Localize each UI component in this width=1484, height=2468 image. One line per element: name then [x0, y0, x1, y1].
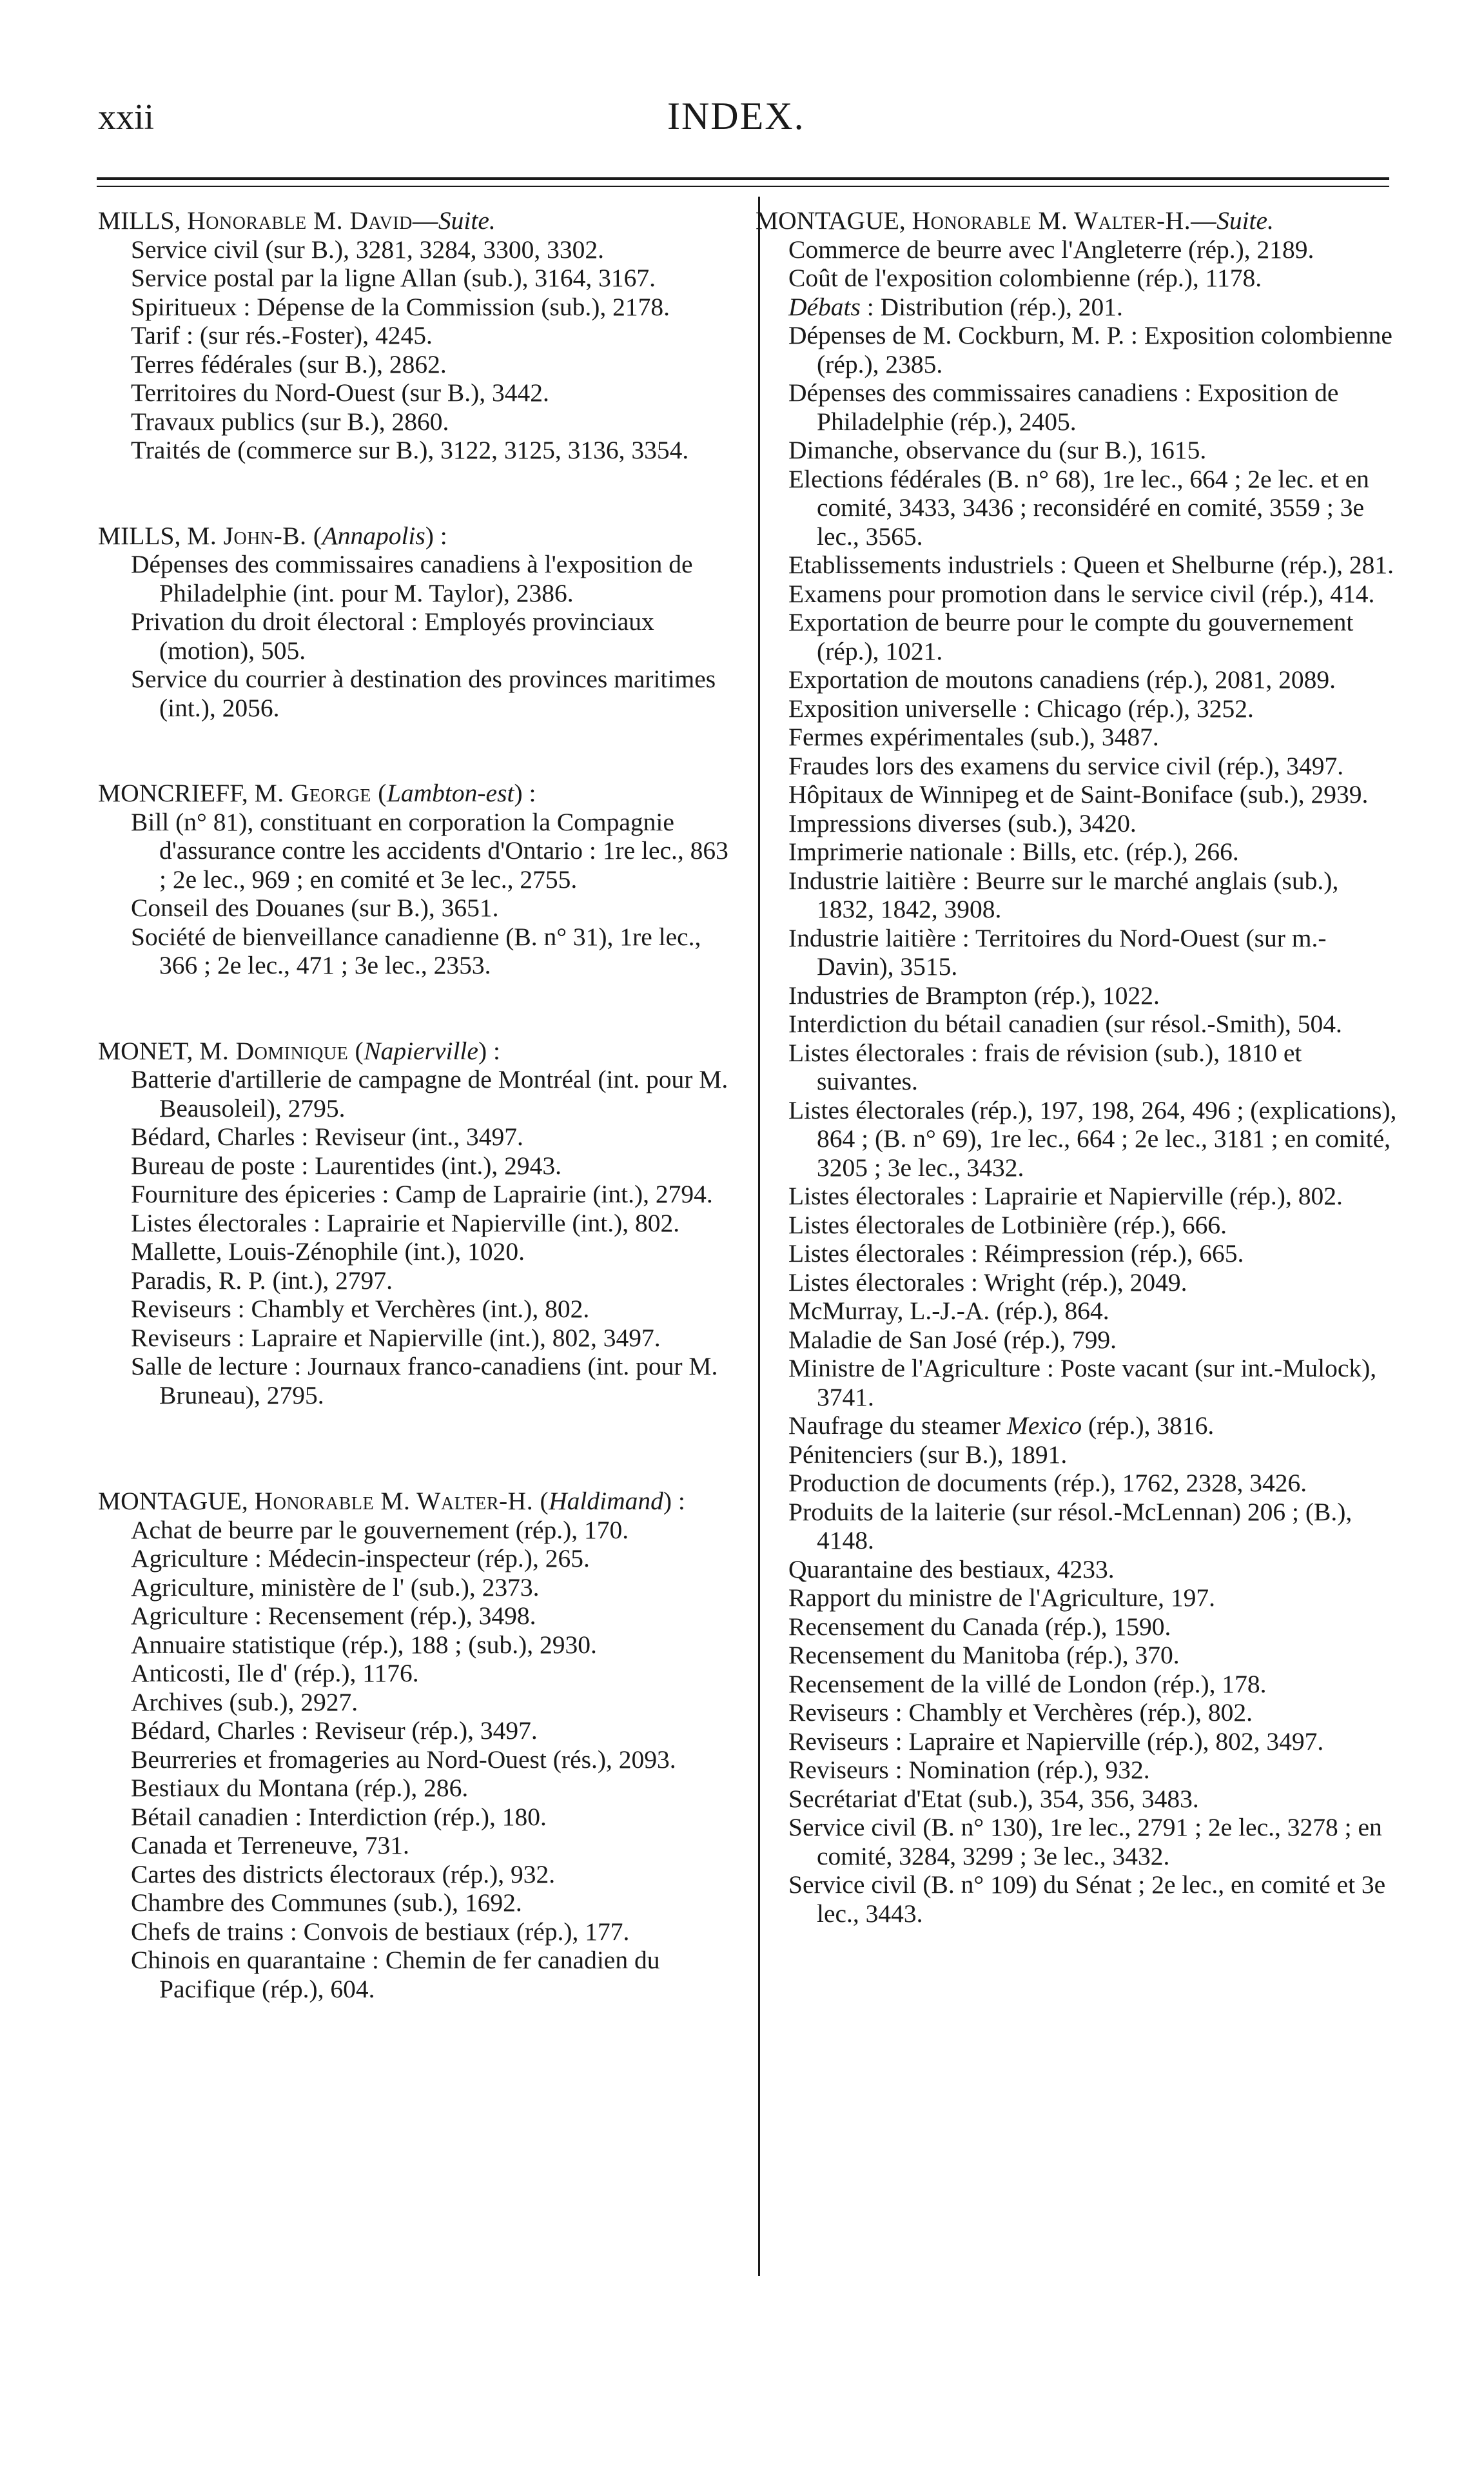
- sub-entry: Industries de Brampton (rép.), 1022.: [788, 981, 1160, 1010]
- entry-heading: MONCRIEFF, M. George (Lambton-est) :: [98, 779, 536, 807]
- sub-entry: Agriculture : Médecin-inspecteur (rép.), 265.: [131, 1544, 590, 1572]
- entry-heading: MONTAGUE, Honorable M. Walter-H. (Haldimand) :: [98, 1487, 685, 1515]
- sub-entry: Listes électorales : Laprairie et Napierville (int.), 802.: [131, 1208, 680, 1237]
- sub-entry: Fermes expérimentales (sub.), 3487.: [788, 723, 1159, 751]
- sub-entry: Listes électorales : Wright (rép.), 2049.: [788, 1268, 1187, 1297]
- index-entry-monet: [98, 1037, 739, 1410]
- sub-entry: Reviseurs : Lapraire et Napierville (int.), 802, 3497.: [131, 1323, 661, 1352]
- sub-entry: Terres fédérales (sur B.), 2862.: [131, 349, 447, 378]
- sub-entry: Bureau de poste : Laurentides (int.), 2943.: [131, 1151, 562, 1180]
- header-rule-thick: [97, 177, 1389, 180]
- sub-entry: Bill (n° 81), constituant en corporation la Compagnie d'assurance contre les accidents d'Ontario : 1re lec., 863 ; 2e lec., 969 ; en comité et 3e lec., 2755.: [131, 807, 728, 894]
- sub-entry: Service civil (B. n° 130), 1re lec., 2791 ; 2e lec., 3278 ; en comité, 3284, 3299 ; 3e lec., 3432.: [788, 1813, 1382, 1870]
- index-entry-moncrieff: [98, 779, 739, 980]
- sub-entry: Industrie laitière : Territoires du Nord-Ouest (sur m.-Davin), 3515.: [788, 923, 1327, 981]
- sub-entry: Reviseurs : Chambly et Verchères (int.), 802.: [131, 1295, 590, 1323]
- sub-entry: Listes électorales : Laprairie et Napierville (rép.), 802.: [788, 1182, 1343, 1210]
- sub-entry: Listes électorales : frais de révision (sub.), 1810 et suivantes.: [788, 1038, 1302, 1095]
- sub-entry: Exposition universelle : Chicago (rép.), 3252.: [788, 694, 1254, 723]
- sub-entry: Quarantaine des bestiaux, 4233.: [788, 1554, 1115, 1583]
- sub-entry: Bestiaux du Montana (rép.), 286.: [131, 1774, 469, 1802]
- sub-entry: Service civil (sur B.), 3281, 3284, 3300, 3302.: [131, 235, 604, 264]
- sub-entry: Batterie d'artillerie de campagne de Montréal (int. pour M. Beausoleil), 2795.: [131, 1065, 728, 1122]
- sub-entry: Examens pour promotion dans le service civil (rép.), 414.: [788, 579, 1375, 608]
- sub-entry: Territoires du Nord-Ouest (sur B.), 3442.: [131, 378, 549, 407]
- header-rule-thin: [97, 186, 1389, 187]
- sub-entry: Dépenses des commissaires canadiens à l'exposition de Philadelphie (int. pour M. Taylor), 2386.: [131, 550, 693, 607]
- sub-entry: Bédard, Charles : Reviseur (rép.), 3497.: [131, 1716, 538, 1745]
- sub-entry: Listes électorales de Lotbinière (rép.), 666.: [788, 1210, 1227, 1239]
- sub-entry: Recensement du Canada (rép.), 1590.: [788, 1612, 1171, 1641]
- sub-entry: Cartes des districts électoraux (rép.), 932.: [131, 1859, 556, 1888]
- sub-entry: Service postal par la ligne Allan (sub.), 3164, 3167.: [131, 264, 656, 292]
- entry-heading: MONET, M. Dominique (Napierville) :: [98, 1036, 500, 1065]
- running-title: INDEX.: [667, 95, 805, 137]
- right-column: [756, 206, 1399, 1928]
- sub-entry: Bétail canadien : Interdiction (rép.), 180.: [131, 1802, 547, 1831]
- index-entry-mills-john: [98, 522, 739, 723]
- sub-entry-mexico: Naufrage du steamer Mexico (rép.), 3816.: [788, 1411, 1215, 1440]
- sub-entry: Chambre des Communes (sub.), 1692.: [131, 1888, 522, 1917]
- sub-entry: Commerce de beurre avec l'Angleterre (rép.), 2189.: [788, 235, 1314, 264]
- index-entry-mills-david: [98, 206, 739, 465]
- sub-entry: Conseil des Douanes (sur B.), 3651.: [131, 894, 499, 922]
- sub-entry: Chinois en quarantaine : Chemin de fer canadien du Pacifique (rép.), 604.: [131, 1946, 660, 2003]
- sub-entry: Ministre de l'Agriculture : Poste vacant (sur int.-Mulock), 3741.: [788, 1354, 1377, 1411]
- sub-entry: Etablissements industriels : Queen et Shelburne (rép.), 281.: [788, 551, 1394, 579]
- sub-entry: Secrétariat d'Etat (sub.), 354, 356, 3483.: [788, 1784, 1199, 1813]
- sub-entry: Imprimerie nationale : Bills, etc. (rép.), 266.: [788, 837, 1239, 866]
- entry-heading: MILLS, M. John-B. (Annapolis) :: [98, 521, 447, 550]
- sub-entry: Coût de l'exposition colombienne (rép.), 1178.: [788, 264, 1262, 292]
- sub-entry: Achat de beurre par le gouvernement (rép.), 170.: [131, 1515, 629, 1544]
- sub-entry: Mallette, Louis-Zénophile (int.), 1020.: [131, 1237, 525, 1266]
- sub-entry: Dimanche, observance du (sur B.), 1615.: [788, 436, 1207, 464]
- sub-entry: Salle de lecture : Journaux franco-canadiens (int. pour M. Bruneau), 2795.: [131, 1352, 718, 1409]
- sub-entry: Dépenses des commissaires canadiens : Exposition de Philadelphie (rép.), 2405.: [788, 378, 1339, 436]
- page-number: xxii: [98, 97, 155, 137]
- sub-entry: Reviseurs : Lapraire et Napierville (rép.), 802, 3497.: [788, 1727, 1324, 1756]
- sub-entry: Société de bienveillance canadienne (B. n° 31), 1re lec., 366 ; 2e lec., 471 ; 3e lec., 2353.: [131, 922, 701, 979]
- sub-entry: Agriculture : Recensement (rép.), 3498.: [131, 1601, 536, 1630]
- sub-entry: Annuaire statistique (rép.), 188 ; (sub.), 2930.: [131, 1630, 597, 1659]
- sub-entry: Industrie laitière : Beurre sur le marché anglais (sub.), 1832, 1842, 3908.: [788, 866, 1339, 923]
- sub-entry: Recensement de la villé de London (rép.), 178.: [788, 1669, 1267, 1698]
- sub-entry: Exportation de moutons canadiens (rép.), 2081, 2089.: [788, 665, 1336, 694]
- sub-entry: Fourniture des épiceries : Camp de Laprairie (int.), 2794.: [131, 1180, 713, 1208]
- sub-entry: Listes électorales : Réimpression (rép.), 665.: [788, 1239, 1244, 1268]
- sub-entry: Elections fédérales (B. n° 68), 1re lec., 664 ; 2e lec. et en comité, 3433, 3436 ; reconsidéré en comité, 3559 ; 3e lec., 3565.: [788, 464, 1369, 551]
- sub-entry: Travaux publics (sur B.), 2860.: [131, 407, 449, 436]
- index-entry-montague-suite: [756, 206, 1399, 1928]
- entry-heading: MONTAGUE, Honorable M. Walter-H.—Suite.: [756, 206, 1274, 235]
- sub-entry: Reviseurs : Chambly et Verchères (rép.), 802.: [788, 1698, 1253, 1727]
- sub-entry: Pénitenciers (sur B.), 1891.: [788, 1440, 1068, 1469]
- sub-entry: Production de documents (rép.), 1762, 2328, 3426.: [788, 1469, 1307, 1497]
- sub-entry: Paradis, R. P. (int.), 2797.: [131, 1266, 393, 1295]
- sub-entry: Chefs de trains : Convois de bestiaux (rép.), 177.: [131, 1917, 630, 1946]
- sub-entry: Tarif : (sur rés.-Foster), 4245.: [131, 321, 433, 349]
- sub-entry: Bédard, Charles : Reviseur (int., 3497.: [131, 1122, 523, 1151]
- entry-heading: MILLS, Honorable M. David—Suite.: [98, 206, 496, 235]
- sub-entry: Rapport du ministre de l'Agriculture, 197.: [788, 1583, 1216, 1612]
- sub-entry: Beurreries et fromageries au Nord-Ouest (rés.), 2093.: [131, 1745, 676, 1774]
- sub-entry: Agriculture, ministère de l' (sub.), 2373.: [131, 1572, 540, 1601]
- sub-entry: Maladie de San José (rép.), 799.: [788, 1325, 1117, 1354]
- sub-entry: Canada et Terreneuve, 731.: [131, 1831, 409, 1859]
- sub-entry: Exportation de beurre pour le compte du gouvernement (rép.), 1021.: [788, 608, 1354, 665]
- sub-entry: Spiritueux : Dépense de la Commission (sub.), 2178.: [131, 292, 670, 321]
- index-entry-montague: [98, 1487, 739, 2003]
- sub-entry: Recensement du Manitoba (rép.), 370.: [788, 1641, 1180, 1669]
- sub-entry: Privation du droit électoral : Employés provinciaux (motion), 505.: [131, 607, 654, 665]
- sub-entry: McMurray, L.-J.-A. (rép.), 864.: [788, 1297, 1109, 1325]
- sub-entry: Anticosti, Ile d' (rép.), 1176.: [131, 1659, 419, 1687]
- sub-entry: Service civil (B. n° 109) du Sénat ; 2e lec., en comité et 3e lec., 3443.: [788, 1870, 1386, 1928]
- sub-entry: Hôpitaux de Winnipeg et de Saint-Boniface (sub.), 2939.: [788, 780, 1369, 808]
- sub-entry: Traités de (commerce sur B.), 3122, 3125, 3136, 3354.: [131, 436, 689, 464]
- sub-entry-debats: Débats : Distribution (rép.), 201.: [788, 292, 1123, 321]
- sub-entry: Produits de la laiterie (sur résol.-McLennan) 206 ; (B.), 4148.: [788, 1497, 1352, 1554]
- sub-entry: Reviseurs : Nomination (rép.), 932.: [788, 1756, 1150, 1784]
- sub-entry: Service du courrier à destination des provinces maritimes (int.), 2056.: [131, 665, 716, 722]
- sub-entry: Interdiction du bétail canadien (sur résol.-Smith), 504.: [788, 1010, 1342, 1038]
- sub-entry: Impressions diverses (sub.), 3420.: [788, 808, 1137, 837]
- sub-entry: Listes électorales (rép.), 197, 198, 264, 496 ; (explications), 864 ; (B. n° 69), 1re lec., 664 ; 2e lec., 3181 ; en comité, 3205 ; 3e lec., 3432.: [788, 1095, 1397, 1182]
- sub-entry: Archives (sub.), 2927.: [131, 1687, 358, 1716]
- sub-entry: Dépenses de M. Cockburn, M. P. : Exposition colombienne (rép.), 2385.: [788, 321, 1392, 378]
- sub-entry: Fraudes lors des examens du service civil (rép.), 3497.: [788, 751, 1344, 780]
- left-column: [98, 206, 739, 2003]
